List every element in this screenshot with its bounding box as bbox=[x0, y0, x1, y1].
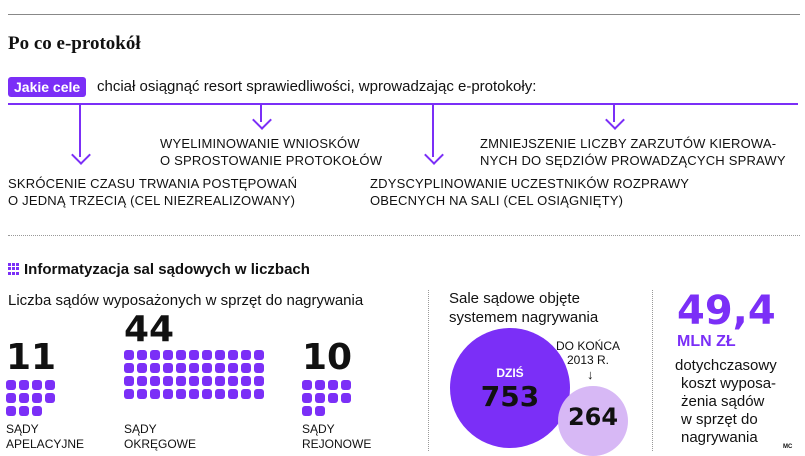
court-unit-dot bbox=[124, 363, 134, 373]
courts-district-label-line1: SĄDY bbox=[124, 422, 157, 436]
goal-item-2-line1: WYELIMINOWANIE WNIOSKÓW bbox=[160, 136, 360, 151]
cost-line5: nagrywania bbox=[681, 429, 758, 446]
page-title: Po co e-protokół bbox=[8, 33, 141, 54]
court-unit-dot bbox=[328, 393, 338, 403]
court-unit-dot bbox=[137, 376, 147, 386]
courts-district-label bbox=[124, 422, 196, 452]
court-unit-dot bbox=[150, 376, 160, 386]
court-unit-dot bbox=[19, 406, 29, 416]
court-unit-dot bbox=[150, 389, 160, 399]
rooms-heading-line1: Sale sądowe objęte bbox=[449, 290, 580, 307]
court-unit-dot bbox=[241, 350, 251, 360]
goal-item-1-line1: SKRÓCENIE CZASU TRWANIA POSTĘPOWAŃ bbox=[8, 176, 298, 191]
rooms-future-value: 264 bbox=[567, 403, 619, 431]
court-unit-dot bbox=[45, 393, 55, 403]
courts-district-grid bbox=[124, 350, 264, 399]
court-unit-dot bbox=[254, 376, 264, 386]
court-unit-dot bbox=[189, 350, 199, 360]
court-unit-dot bbox=[341, 380, 351, 390]
top-rule bbox=[8, 14, 800, 15]
goal-item-3 bbox=[370, 175, 689, 209]
court-unit-dot bbox=[228, 363, 238, 373]
courts-regional-label bbox=[302, 422, 371, 452]
court-unit-dot bbox=[6, 380, 16, 390]
arrow-down-icon bbox=[252, 110, 272, 130]
rooms-today-value: 753 bbox=[480, 380, 540, 413]
court-unit-dot bbox=[176, 350, 186, 360]
rooms-future-label-line1: DO KOŃCA bbox=[556, 339, 621, 353]
court-unit-dot bbox=[254, 389, 264, 399]
court-unit-dot bbox=[19, 380, 29, 390]
court-unit-dot bbox=[215, 389, 225, 399]
arrow-down-icon bbox=[605, 110, 625, 130]
court-unit-dot bbox=[215, 376, 225, 386]
court-unit-dot bbox=[124, 350, 134, 360]
court-unit-dot bbox=[6, 393, 16, 403]
goal-item-2 bbox=[160, 135, 382, 169]
court-unit-dot bbox=[202, 363, 212, 373]
court-unit-dot bbox=[163, 389, 173, 399]
court-unit-dot bbox=[163, 376, 173, 386]
credit: MC bbox=[783, 444, 793, 450]
goal-item-1 bbox=[8, 175, 297, 209]
court-unit-dot bbox=[32, 380, 42, 390]
court-unit-dot bbox=[32, 406, 42, 416]
court-unit-dot bbox=[228, 389, 238, 399]
court-unit-dot bbox=[202, 350, 212, 360]
courts-heading: Liczba sądów wyposażonych w sprzęt do nagrywania bbox=[8, 292, 364, 309]
courts-regional-grid bbox=[302, 380, 351, 416]
court-unit-dot bbox=[124, 376, 134, 386]
court-unit-dot bbox=[176, 376, 186, 386]
goals-intro: chciał osiągnąć resort sprawiedliwości, wprowadzając e-protokoły: bbox=[97, 78, 537, 95]
cost-line3: żenia sądów bbox=[681, 393, 765, 410]
section-title: Informatyzacja sal sądowych w liczbach bbox=[24, 261, 310, 278]
court-unit-dot bbox=[176, 389, 186, 399]
court-unit-dot bbox=[150, 363, 160, 373]
cost-line4: w sprzęt do bbox=[681, 411, 758, 428]
court-unit-dot bbox=[254, 350, 264, 360]
court-unit-dot bbox=[215, 350, 225, 360]
courts-district-value: 44 bbox=[124, 309, 175, 350]
column-separator bbox=[652, 290, 654, 451]
rooms-future-label-line2: 2013 R. bbox=[566, 353, 610, 367]
court-unit-dot bbox=[137, 350, 147, 360]
court-unit-dot bbox=[163, 350, 173, 360]
courts-regional-label-line2: REJONOWE bbox=[302, 437, 372, 451]
court-unit-dot bbox=[315, 393, 325, 403]
goal-item-1-line2: O JEDNĄ TRZECIĄ (CEL NIEZREALIZOWANY) bbox=[8, 193, 296, 208]
court-unit-dot bbox=[302, 406, 312, 416]
court-unit-dot bbox=[315, 380, 325, 390]
arrow-down-icon bbox=[424, 145, 444, 165]
section-divider bbox=[8, 235, 800, 237]
court-unit-dot bbox=[189, 389, 199, 399]
cost-unit: MLN ZŁ bbox=[677, 333, 736, 350]
court-unit-dot bbox=[150, 350, 160, 360]
cost-value: 49,4 bbox=[677, 288, 776, 334]
court-unit-dot bbox=[137, 389, 147, 399]
rooms-today-label: DZIŚ bbox=[496, 366, 524, 380]
courts-apellate-label-line2: APELACYJNE bbox=[6, 437, 85, 451]
goals-tag: Jakie cele bbox=[8, 77, 86, 97]
court-unit-dot bbox=[137, 363, 147, 373]
court-unit-dot bbox=[189, 376, 199, 386]
court-unit-dot bbox=[241, 389, 251, 399]
cost-line2: koszt wyposa- bbox=[681, 375, 777, 392]
courts-apellate-label-line1: SĄDY bbox=[6, 422, 39, 436]
goals-bar bbox=[8, 103, 798, 105]
court-unit-dot bbox=[32, 393, 42, 403]
dots-grid-icon bbox=[8, 263, 20, 275]
court-unit-dot bbox=[328, 380, 338, 390]
court-unit-dot bbox=[176, 363, 186, 373]
goal-item-3-line1: ZDYSCYPLINOWANIE UCZESTNIKÓW ROZPRAWY bbox=[370, 176, 690, 191]
court-unit-dot bbox=[202, 389, 212, 399]
court-unit-dot bbox=[228, 350, 238, 360]
courts-district-label-line2: OKRĘGOWE bbox=[124, 437, 197, 451]
courts-apellate-value: 11 bbox=[6, 337, 57, 378]
court-unit-dot bbox=[241, 376, 251, 386]
courts-regional-label-line1: SĄDY bbox=[302, 422, 335, 436]
court-unit-dot bbox=[124, 389, 134, 399]
court-unit-dot bbox=[302, 380, 312, 390]
court-unit-dot bbox=[254, 363, 264, 373]
goal-item-4-line2: NYCH DO SĘDZIÓW PROWADZĄCYCH SPRAWY bbox=[480, 153, 786, 168]
goal-item-4-line1: ZMNIEJSZENIE LICZBY ZARZUTÓW KIEROWA- bbox=[480, 136, 777, 151]
arrow-down-icon: ↓ bbox=[587, 367, 594, 382]
goal-item-4 bbox=[480, 135, 786, 169]
court-unit-dot bbox=[228, 376, 238, 386]
rooms-future-label bbox=[556, 339, 620, 367]
courts-apellate-label bbox=[6, 422, 84, 452]
goal-item-3-line2: OBECNYCH NA SALI (CEL OSIĄGNIĘTY) bbox=[370, 193, 624, 208]
court-unit-dot bbox=[315, 406, 325, 416]
court-unit-dot bbox=[202, 376, 212, 386]
court-unit-dot bbox=[163, 363, 173, 373]
arrow-down-icon bbox=[71, 145, 91, 165]
goal-item-2-line2: O SPROSTOWANIE PROTOKOŁÓW bbox=[160, 153, 383, 168]
courts-apellate-grid bbox=[6, 380, 55, 416]
column-separator bbox=[428, 290, 430, 451]
court-unit-dot bbox=[341, 393, 351, 403]
cost-line1: dotychczasowy bbox=[675, 357, 777, 374]
court-unit-dot bbox=[19, 393, 29, 403]
court-unit-dot bbox=[45, 380, 55, 390]
court-unit-dot bbox=[241, 363, 251, 373]
court-unit-dot bbox=[215, 363, 225, 373]
court-unit-dot bbox=[189, 363, 199, 373]
rooms-heading-line2: systemem nagrywania bbox=[449, 309, 599, 326]
court-unit-dot bbox=[302, 393, 312, 403]
rooms-heading bbox=[449, 289, 598, 327]
cost-description bbox=[675, 357, 777, 447]
courts-regional-value: 10 bbox=[302, 337, 353, 378]
court-unit-dot bbox=[6, 406, 16, 416]
